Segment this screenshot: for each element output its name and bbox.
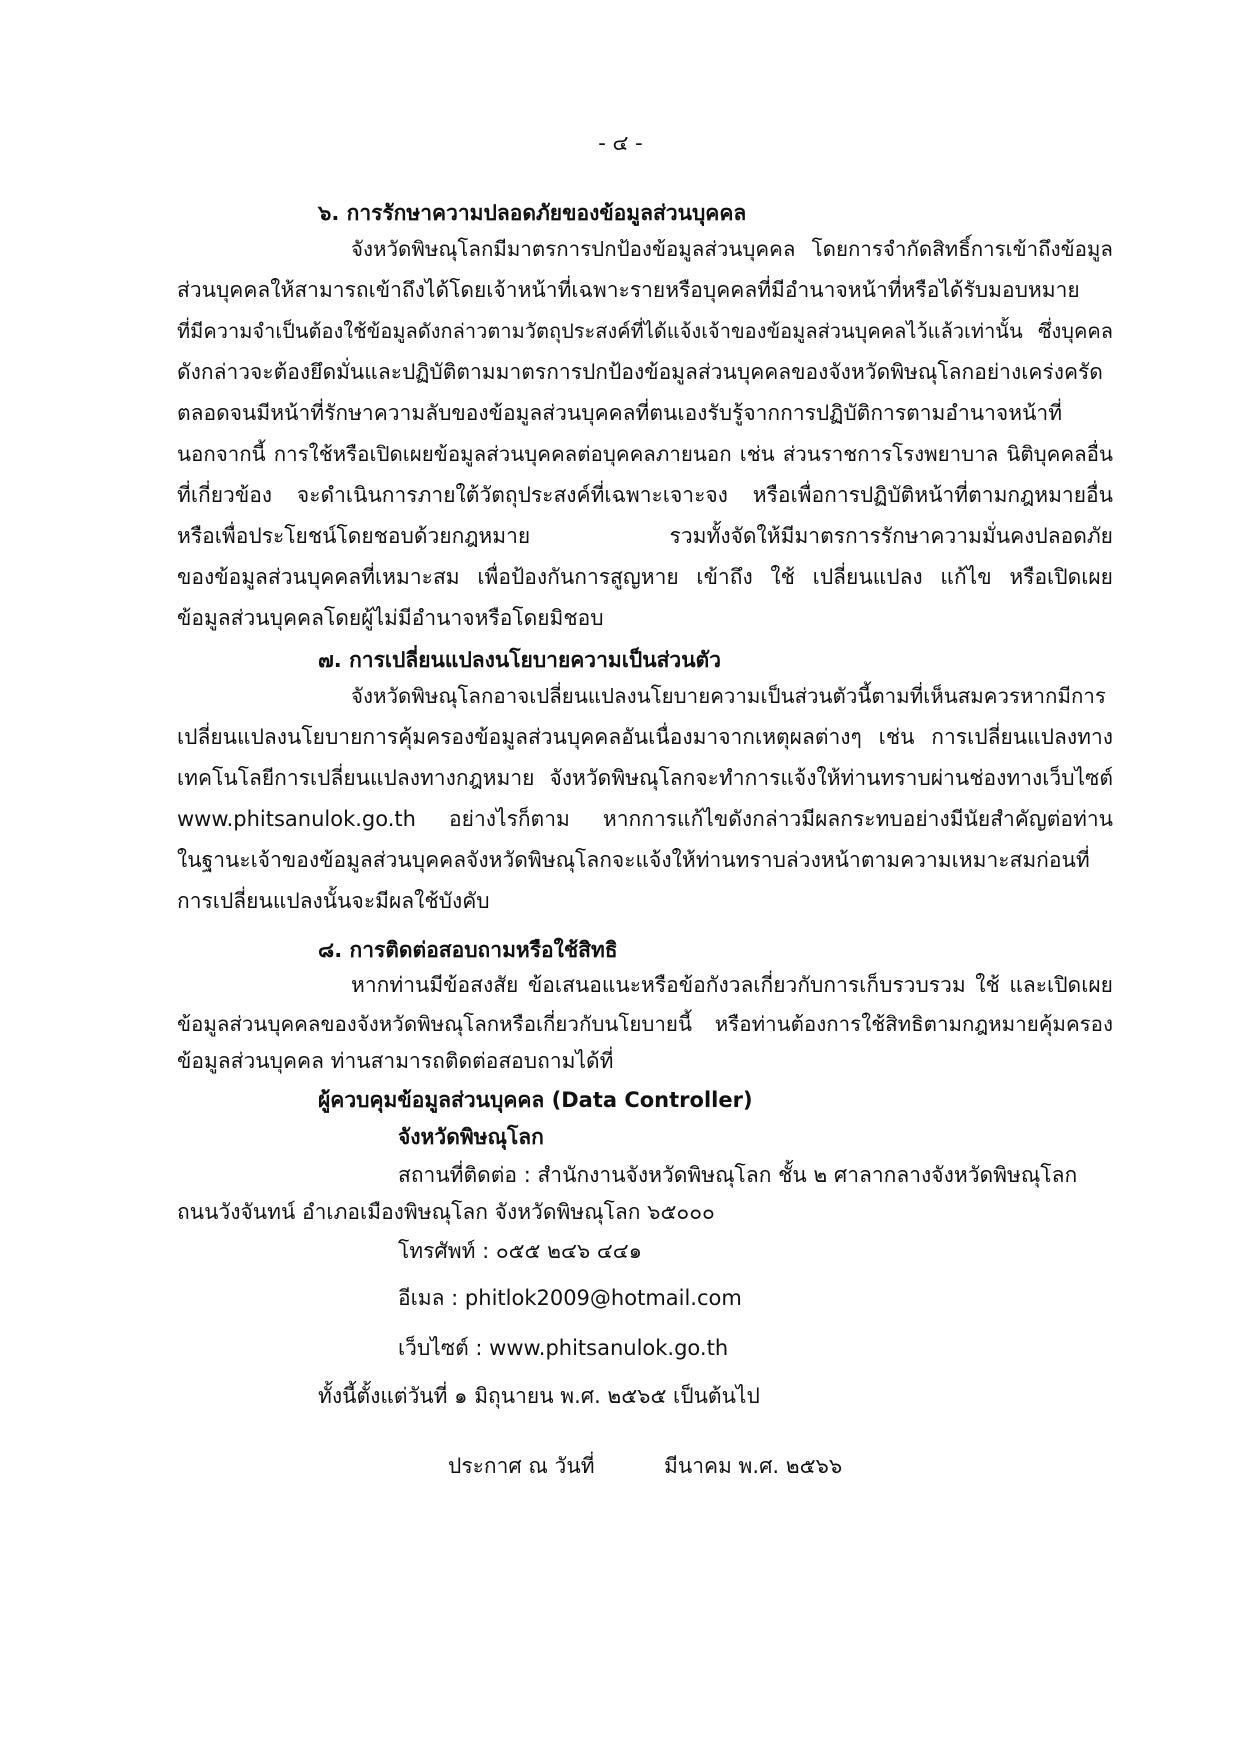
section-7-heading: ๗. การเปลี่ยนแปลงนโยบายความเป็นส่วนตัว	[318, 648, 721, 672]
announce-label: ประกาศ ณ วันที่	[448, 1454, 595, 1478]
section-6-heading: ๖. การรักษาความปลอดภัยของข้อมูลส่วนบุคคล	[318, 201, 747, 225]
section-8-line: ข้อมูลส่วนบุคคลของจังหวัดพิษณุโลกหรือเกี่ยวกับนโยบายนี้ หรือท่านต้องการใช้สิทธิตามกฎหมายคุ้มครอง	[177, 1012, 1113, 1036]
section-7-line: เปลี่ยนแปลงนโยบายการคุ้มครองข้อมูลส่วนบุคคลอันเนื่องมาจากเหตุผลต่างๆ เช่น การเปลี่ยนแปลงทาง	[177, 725, 1113, 749]
contact-phone: โทรศัพท์ : ๐๕๕ ๒๔๖ ๔๔๑	[398, 1239, 642, 1263]
effective-date: ทั้งนี้ตั้งแต่วันที่ ๑ มิถุนายน พ.ศ. ๒๕๖๕ เป็นต้นไป	[318, 1384, 760, 1408]
section-6-line: ส่วนบุคคลให้สามารถเข้าถึงได้โดยเจ้าหน้าที่เฉพาะรายหรือบุคคลที่มีอำนาจหน้าที่หรือได้รับมอบหมาย	[177, 278, 1080, 302]
address-line-2: ถนนวังจันทน์ อำเภอเมืองพิษณุโลก จังหวัดพิษณุโลก ๖๕๐๐๐	[177, 1200, 715, 1224]
section-7-line: www.phitsanulok.go.th อย่างไรก็ตาม หากการแก้ไขดังกล่าวมีผลกระทบอย่างมีนัยสำคัญต่อท่าน	[177, 807, 1113, 831]
section-7-line: จังหวัดพิษณุโลกอาจเปลี่ยนแปลงนโยบายความเป็นส่วนตัวนี้ตามที่เห็นสมควรหากมีการ	[351, 684, 1106, 708]
section-6-line: ดังกล่าวจะต้องยึดมั่นและปฏิบัติตามมาตรการปกป้องข้อมูลส่วนบุคคลของจังหวัดพิษณุโลกอย่างเคร่งครัด	[177, 360, 1103, 384]
section-6-line: นอกจากนี้ การใช้หรือเปิดเผยข้อมูลส่วนบุคคลต่อบุคคลภายนอก เช่น ส่วนราชการโรงพยาบาล นิติบุคคลอื่น	[177, 442, 1113, 466]
section-6-line: หรือเพื่อประโยชน์โดยชอบด้วยกฎหมาย รวมทั้งจัดให้มีมาตรการรักษาความมั่นคงปลอดภัย	[177, 524, 1113, 548]
section-6-line: ของข้อมูลส่วนบุคคลที่เหมาะสม เพื่อป้องกันการสูญหาย เข้าถึง ใช้ เปลี่ยนแปลง แก้ไข หรือเปิดเผย	[177, 565, 1113, 589]
section-7-line: การเปลี่ยนแปลงนั้นจะมีผลใช้บังคับ	[177, 889, 490, 913]
contact-email: อีเมล : phitlok2009@hotmail.com	[398, 1286, 742, 1310]
announce-date: มีนาคม พ.ศ. ๒๕๖๖	[664, 1454, 843, 1478]
section-6-line: ที่มีความจำเป็นต้องใช้ข้อมูลดังกล่าวตามวัตถุประสงค์ที่ได้แจ้งเจ้าของข้อมูลส่วนบุคคลไว้แล้วเท่านั้น ซึ่งบุคคล	[177, 319, 1113, 343]
section-8-heading: ๘. การติดต่อสอบถามหรือใช้สิทธิ	[318, 938, 618, 962]
section-8-line: หากท่านมีข้อสงสัย ข้อเสนอแนะหรือข้อกังวลเกี่ยวกับการเก็บรวบรวม ใช้ และเปิดเผย	[351, 973, 1113, 997]
page-number: - ๔ -	[598, 131, 643, 155]
controller-title: ผู้ควบคุมข้อมูลส่วนบุคคล (Data Controller)	[318, 1088, 753, 1112]
section-7-line: เทคโนโลยีการเปลี่ยนแปลงทางกฎหมาย จังหวัดพิษณุโลกจะทำการแจ้งให้ท่านทราบผ่านช่องทางเว็บไซต์	[177, 766, 1113, 790]
section-6-line: ตลอดจนมีหน้าที่รักษาความลับของข้อมูลส่วนบุคคลที่ตนเองรับรู้จากการปฏิบัติการตามอำนาจหน้าที่	[177, 401, 1063, 425]
address-line-1: สถานที่ติดต่อ : สำนักงานจังหวัดพิษณุโลก ชั้น ๒ ศาลากลางจังหวัดพิษณุโลก	[398, 1163, 1078, 1187]
section-6-line: จังหวัดพิษณุโลกมีมาตรการปกป้องข้อมูลส่วนบุคคล โดยการจำกัดสิทธิ์การเข้าถึงข้อมูล	[351, 237, 1113, 261]
section-6-line: ข้อมูลส่วนบุคคลโดยผู้ไม่มีอำนาจหรือโดยมิชอบ	[177, 606, 604, 630]
section-8-line: ข้อมูลส่วนบุคคล ท่านสามารถติดต่อสอบถามได้ที่	[177, 1049, 614, 1073]
contact-website: เว็บไซต์ : www.phitsanulok.go.th	[398, 1336, 729, 1360]
section-6-line: ที่เกี่ยวข้อง จะดำเนินการภายใต้วัตถุประสงค์ที่เฉพาะเจาะจง หรือเพื่อการปฏิบัติหน้าที่ตามกฎหมายอื่น	[177, 483, 1113, 507]
controller-name: จังหวัดพิษณุโลก	[398, 1125, 544, 1149]
section-7-line: ในฐานะเจ้าของข้อมูลส่วนบุคคลจังหวัดพิษณุโลกจะแจ้งให้ท่านทราบล่วงหน้าตามความเหมาะสมก่อนที่	[177, 848, 1090, 872]
